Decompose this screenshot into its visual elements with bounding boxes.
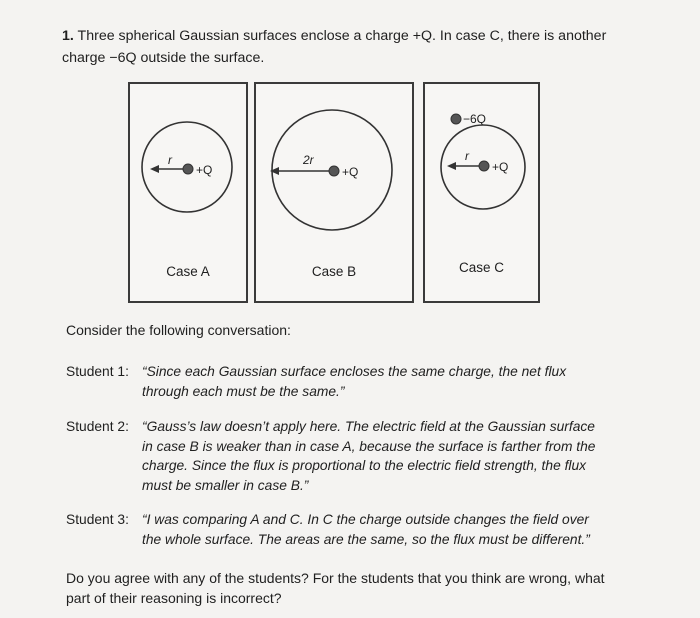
student-1-name: Student 1: xyxy=(66,364,129,379)
final-question: Do you agree with any of the students? For the students that you think are wrong, what part of their reasoning is incorrect? xyxy=(66,570,605,606)
radius-label-a: r xyxy=(168,153,172,167)
radius-label-c: r xyxy=(465,149,469,163)
outside-charge-label-c: −6Q xyxy=(463,112,487,126)
case-c-label: Case C xyxy=(458,260,504,275)
student-1-quote-line1: “Since each Gaussian surface encloses the same charge, the net flux xyxy=(142,364,567,379)
case-b-box xyxy=(254,82,414,303)
question-body: Three spherical Gaussian surfaces enclose a charge +Q. In case C, there is another charge −6Q outside the surface. xyxy=(62,28,607,66)
student-3-quote-rest: the whole surface. The areas are the same, so the flux must be different.” xyxy=(142,531,590,547)
charge-a xyxy=(183,164,193,174)
arrowhead-a xyxy=(150,165,159,173)
case-a-box xyxy=(128,82,248,303)
student-2-quote-rest: in case B is weaker than in case A, because the surface is farther from the charge. Since the flux is proportional to the electric field strength, the flux must be smaller in case B.” xyxy=(142,438,596,493)
student-3-statement xyxy=(66,510,626,555)
question-text xyxy=(62,25,622,69)
charge-label-b: +Q xyxy=(342,165,359,179)
radius-label-b: 2r xyxy=(303,153,314,167)
charge-b xyxy=(329,166,339,176)
student-3-quote-line1: “I was comparing A and C. In C the charge outside changes the field over xyxy=(142,512,589,527)
student-2-statement xyxy=(66,417,626,502)
case-a-label: Case A xyxy=(166,264,210,279)
case-c-box xyxy=(423,82,540,303)
student-2-quote-line1: “Gauss’s law doesn’t apply here. The electric field at the Gaussian surface xyxy=(142,419,595,434)
charge-label-c: +Q xyxy=(492,160,509,174)
question-number: 1. xyxy=(62,28,74,44)
student-1-statement xyxy=(66,362,626,407)
student-2-name: Student 2: xyxy=(66,419,129,434)
case-b-label: Case B xyxy=(311,264,357,279)
student-1-quote-rest: through each must be the same.” xyxy=(142,383,345,399)
outside-charge-c xyxy=(451,114,461,124)
conversation-prompt: Consider the following conversation: xyxy=(66,322,291,338)
charge-c xyxy=(479,161,489,171)
charge-label-a: +Q xyxy=(196,163,213,177)
arrowhead-c xyxy=(447,162,456,170)
student-3-name: Student 3: xyxy=(66,512,129,527)
